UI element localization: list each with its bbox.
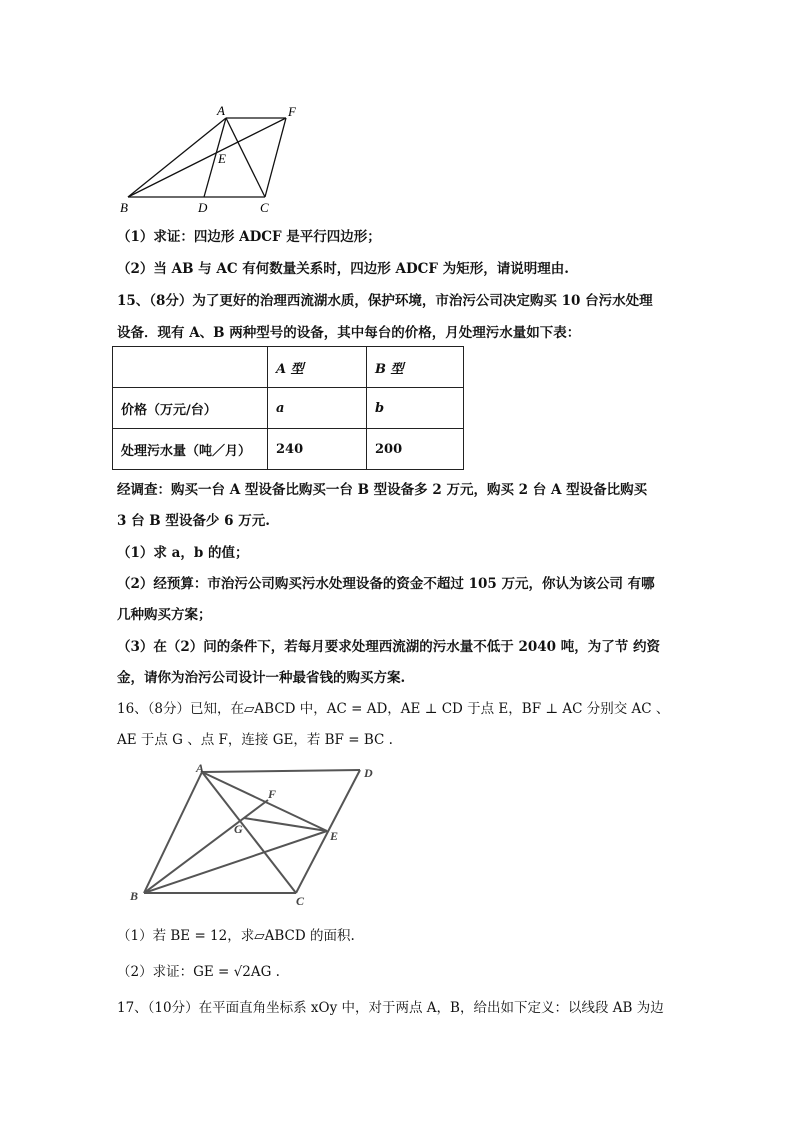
table-row — [113, 347, 464, 388]
q17-line1: 17、（10分）在平面直角坐标系 xOy 中，对于两点 A，B，给出如下定义：以线段 AB 为边 — [117, 1000, 664, 1016]
table-cell: A 型 — [268, 347, 367, 388]
label-F: F — [288, 104, 296, 119]
segment-AB — [128, 118, 226, 197]
q14-part1: （1）求证：四边形 ADCF 是平行四边形； — [117, 229, 381, 245]
table-cell: 240 — [268, 429, 367, 470]
label-B: B — [130, 889, 139, 903]
label-C: C — [296, 894, 305, 905]
label-B: B — [120, 200, 128, 215]
q15-part2-line2: 几种购买方案； — [117, 607, 212, 623]
table-row — [113, 429, 464, 470]
segment-BF — [144, 800, 268, 893]
label-G: G — [234, 822, 243, 836]
table-cell: a — [268, 388, 367, 429]
table-cell: b — [367, 388, 464, 429]
label-D: D — [198, 200, 208, 215]
table-row — [113, 388, 464, 429]
q15-part3-line1: （3）在（2）问的条件下，若每月要求处理西流湖的污水量不低于 2040 吨，为了节 约资 — [117, 639, 660, 655]
q15-survey-line1: 经调查：购买一台 A 型设备比购买一台 B 型设备多 2 万元，购买 2 台 A 型设备比购买 — [117, 482, 648, 498]
q16-line1: 16、（8分）已知，在▱ABCD 中，AC = AD，AE ⊥ CD 于点 E，BF ⊥ AC 分别交 AC 、 — [117, 701, 670, 717]
q15-intro-line1: 15、（8分）为了更好的治理西流湖水质，保护环境，市治污公司决定购买 10 台污水处理 — [117, 293, 653, 309]
q15-part3-line2: 金，请你为治污公司设计一种最省钱的购买方案. — [117, 670, 406, 686]
label-E: E — [330, 829, 339, 843]
label-A: A — [196, 761, 205, 775]
segment-BE — [144, 831, 327, 893]
q15-table — [112, 346, 464, 470]
table-cell: 价格（万元/台） — [113, 388, 268, 429]
segment-BA — [144, 772, 202, 893]
segment-AC — [226, 118, 265, 197]
label-E: E — [218, 151, 226, 166]
q14-part2: （2）当 AB 与 AC 有何数量关系时，四边形 ADCF 为矩形，请说明理由. — [117, 261, 569, 277]
label-D: D — [364, 766, 373, 780]
label-C: C — [260, 200, 269, 215]
table-cell — [113, 347, 268, 388]
q16-part1: （1）若 BE = 12，求▱ABCD 的面积. — [117, 928, 355, 944]
segment-AC — [202, 772, 296, 893]
table-cell: 处理污水量（吨／月） — [113, 429, 268, 470]
q15-part1: （1）求 a，b 的值； — [117, 545, 249, 561]
segment-DC — [296, 770, 360, 893]
table-cell: 200 — [367, 429, 464, 470]
q15-survey-line2: 3 台 B 型设备少 6 万元. — [117, 513, 270, 529]
segment-FC — [265, 118, 286, 197]
q16-part2: （2）求证：GE = √2AG . — [117, 964, 280, 980]
label-A: A — [217, 103, 225, 118]
table-cell: B 型 — [367, 347, 464, 388]
segment-AD — [202, 770, 360, 772]
q16-line2: AE 于点 G 、点 F，连接 GE，若 BF = BC . — [117, 732, 393, 748]
figure-q14 — [112, 100, 312, 218]
q15-part2-line1: （2）经预算：市治污公司购买污水处理设备的资金不超过 105 万元，你认为该公司 有哪 — [117, 576, 655, 592]
figure-q16 — [124, 760, 384, 905]
q15-intro-line2: 设备．现有 A、B 两种型号的设备，其中每台的价格，月处理污水量如下表： — [117, 325, 581, 341]
label-F: F — [268, 787, 277, 801]
